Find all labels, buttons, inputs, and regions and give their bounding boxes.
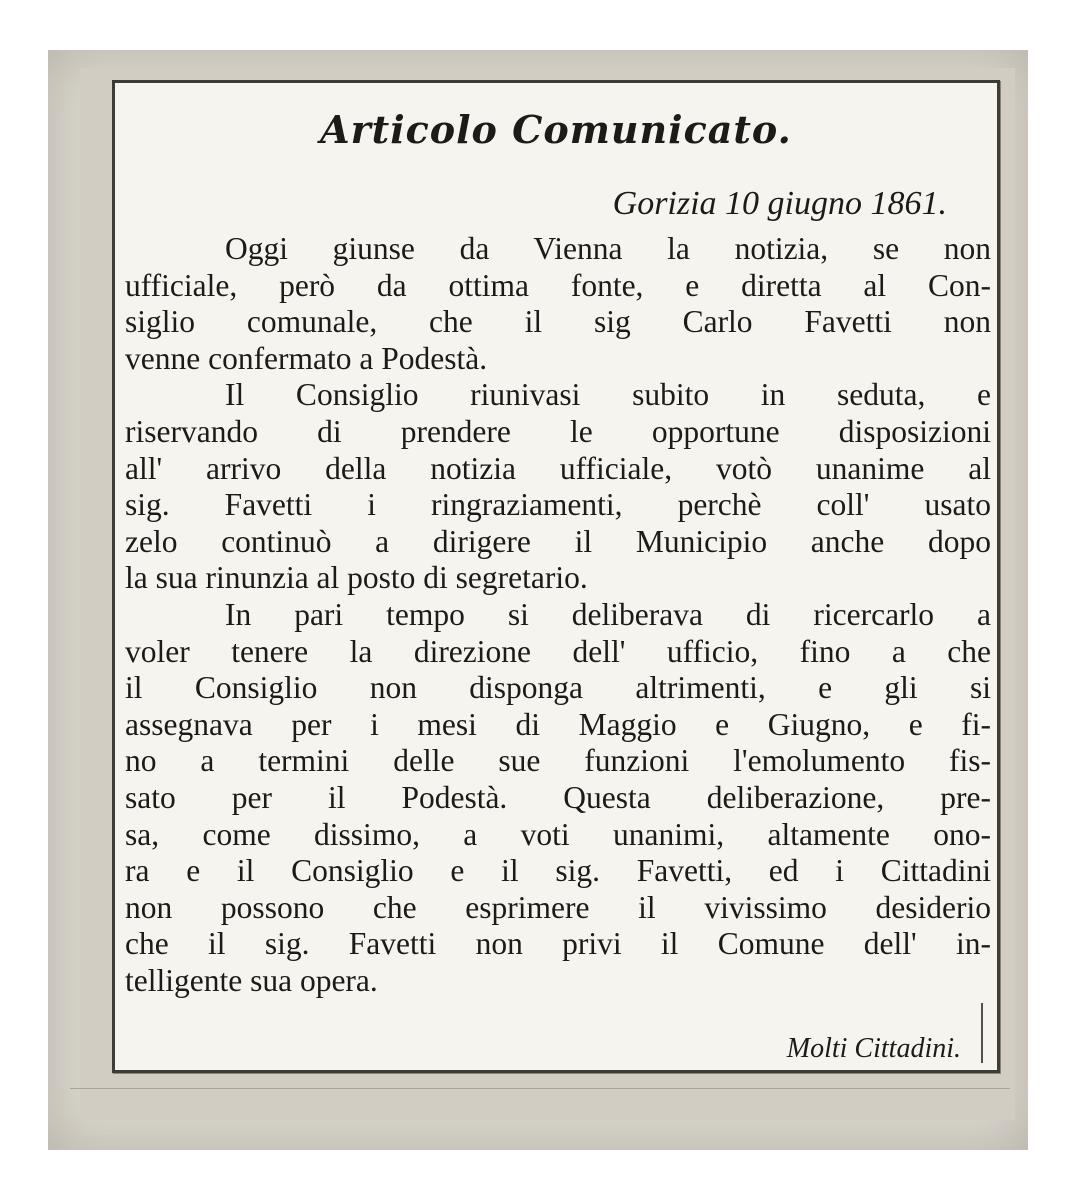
text-line: non possono che esprimere il vivissimo desiderio bbox=[125, 889, 991, 925]
text-line: zelo continuò a dirigere il Municipio anche dopo bbox=[125, 523, 991, 559]
text-line: sig. Favetti i ringraziamenti, perchè coll' usato bbox=[125, 487, 991, 523]
text-line: ufficiale, però da ottima fonte, e diretta al Con- bbox=[125, 267, 991, 303]
article-title: Articolo Comunicato. bbox=[320, 107, 792, 152]
text-line: che il sig. Favetti non privi il Comune dell' in- bbox=[125, 926, 991, 962]
article-body bbox=[125, 231, 991, 999]
text-line: il Consiglio non disponga altrimenti, e gli si bbox=[125, 670, 991, 706]
text-line: venne confermato a Podestà. bbox=[125, 340, 488, 376]
text-line: assegnava per i mesi di Maggio e Giugno, e fi- bbox=[125, 706, 991, 742]
text-line: Oggi giunse da Vienna la notizia, se non bbox=[225, 231, 991, 266]
text-line: sato per il Podestà. Questa deliberazione, pre- bbox=[125, 779, 991, 815]
text-line: sa, come dissimo, a voti unanimi, altamente ono- bbox=[125, 816, 991, 852]
text-line: ra e il Consiglio e il sig. Favetti, ed i Cittadini bbox=[125, 853, 991, 889]
text-line: voler tenere la direzione dell' ufficio, fino a che bbox=[125, 633, 991, 669]
text-line: all' arrivo della notizia ufficiale, votò unanime al bbox=[125, 450, 991, 486]
lower-margin-rule bbox=[70, 1088, 1010, 1119]
text-line: siglio comunale, che il sig Carlo Favetti non bbox=[125, 304, 991, 340]
article-signature: Molti Cittadini. bbox=[786, 1033, 961, 1064]
article-dateline: Gorizia 10 giugno 1861. bbox=[612, 185, 947, 222]
column-rule bbox=[981, 1003, 983, 1063]
text-line: telligente sua opera. bbox=[125, 962, 378, 998]
text-line: riservando di prendere le opportune disposizioni bbox=[125, 413, 991, 449]
text-line: In pari tempo si deliberava di ricercarlo a bbox=[225, 596, 991, 632]
text-line: Il Consiglio riunivasi subito in seduta, e bbox=[225, 377, 991, 413]
text-line: no a termini delle sue funzioni l'emolumento fis- bbox=[125, 743, 991, 779]
text-line: la sua rinunzia al posto di segretario. bbox=[125, 560, 588, 596]
newspaper-clipping bbox=[112, 80, 1000, 1073]
